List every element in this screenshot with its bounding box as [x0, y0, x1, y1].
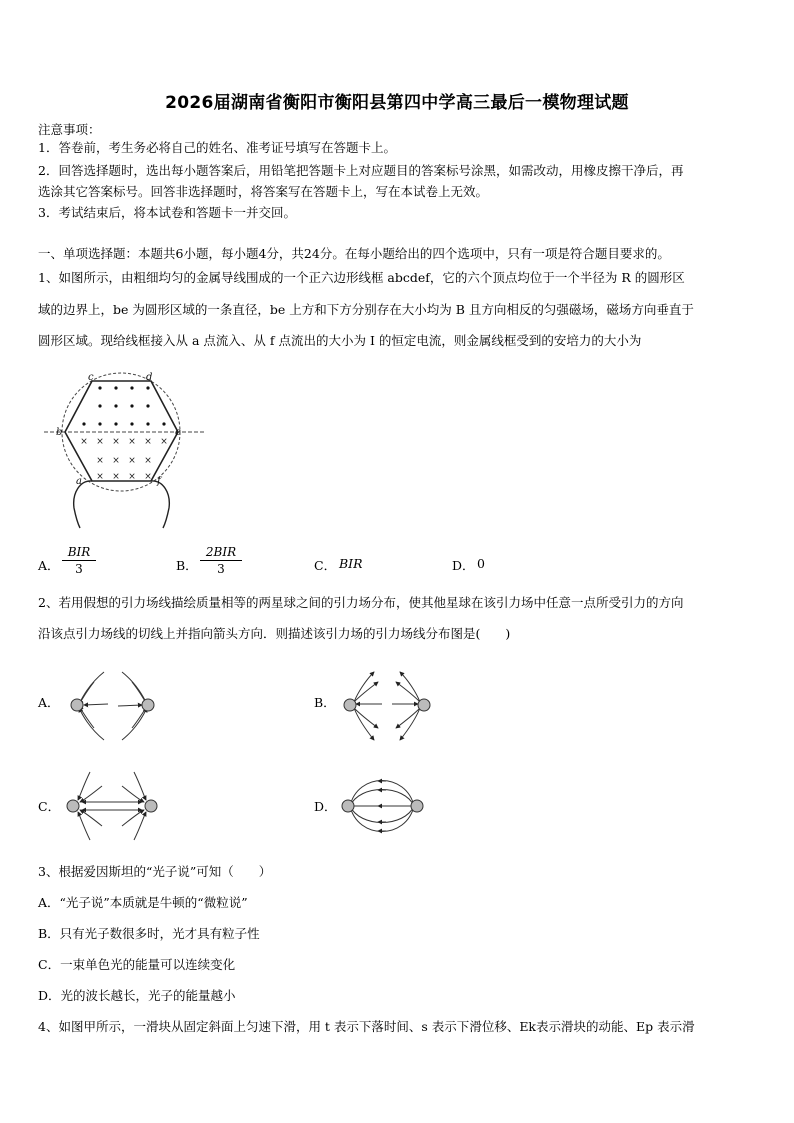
vertex-label-e: e [175, 427, 181, 438]
q1-option-a-label: A． [38, 558, 60, 573]
vertex-label-c: c [88, 372, 94, 383]
field-dots [82, 386, 165, 425]
svg-text:×: × [112, 437, 120, 447]
q1-option-a-numerator: BIR [62, 544, 96, 561]
vertex-label-a: a [76, 476, 82, 487]
q3-option-d: D．光的波长越长，光子的能量越小 [38, 988, 236, 1003]
q1-stem-line-2: 域的边界上，be 为圆形区域的一条直径，be 上方和下方分别存在大小均为 B 且方向相反的匀强磁场，磁场方向垂直于 [38, 302, 694, 317]
notice-item-2-cont: 选涂其它答案标号。回答非选择题时，将答案写在答题卡上，写在本试卷上无效。 [38, 184, 489, 199]
q1-option-a-denominator: 3 [75, 562, 83, 576]
svg-text:×: × [144, 472, 152, 482]
q1-option-d-label: D． [452, 558, 475, 573]
vertex-label-f: f [157, 476, 161, 487]
q1-stem-line-1: 1、如图所示，由粗细均匀的金属导线围成的一个正六边形线框 abcdef，它的六个顶点均位于一个半径为 R 的圆形区 [38, 270, 685, 285]
page-title: 2026届湖南省衡阳市衡阳县第四中学高三最后一模物理试题 [165, 93, 629, 113]
svg-text:×: × [144, 437, 152, 447]
section-heading: 一、单项选择题：本题共6小题，每小题4分，共24分。在每小题给出的四个选项中，只有一项是符合题目要求的。 [38, 246, 670, 261]
svg-text:×: × [96, 437, 104, 447]
svg-text:×: × [128, 472, 136, 482]
q1-hexagon-figure [40, 368, 210, 530]
q2-option-c-label: C． [38, 799, 61, 814]
q3-option-a: A．“光子说”本质就是牛顿的“微粒说” [38, 895, 248, 910]
lead-wire-f [151, 481, 169, 528]
q1-option-b-denominator: 3 [217, 562, 225, 576]
vertex-label-b: b [56, 427, 63, 438]
svg-text:×: × [96, 472, 104, 482]
boundary-circle [62, 373, 180, 491]
svg-text:×: × [160, 437, 168, 447]
notice-heading: 注意事项： [38, 122, 101, 137]
svg-text:×: × [96, 456, 104, 466]
q2-option-a-label: A． [38, 695, 60, 710]
svg-text:×: × [112, 472, 120, 482]
q2-option-d-figure [338, 768, 428, 844]
q3-stem: 3、根据爱因斯坦的“光子说”可知（ ） [38, 864, 272, 879]
svg-text:×: × [112, 456, 120, 466]
q2-option-d-label: D． [314, 799, 337, 814]
q3-option-c: C．一束单色光的能量可以连续变化 [38, 957, 236, 972]
notice-item-1: 1．答卷前，考生务必将自己的姓名、准考证号填写在答题卡上。 [38, 140, 396, 155]
vertex-label-d: d [146, 372, 153, 383]
q1-option-d-text: 0 [477, 556, 485, 571]
q3-option-b: B．只有光子数很多时，光才具有粒子性 [38, 926, 260, 941]
svg-text:×: × [128, 437, 136, 447]
q1-option-c-label: C． [314, 558, 337, 573]
q2-option-b-label: B． [314, 695, 336, 710]
q1-option-c-text: BIR [339, 556, 363, 571]
q2-option-b-figure [338, 668, 438, 744]
q2-stem-line-1: 2、若用假想的引力场线描绘质量相等的两星球之间的引力场分布，使其他星球在该引力场中任意一点所受引力的方向 [38, 595, 684, 610]
q1-option-b-numerator: 2BIR [200, 544, 242, 561]
notice-item-2: 2．回答选择题时，选出每小题答案后，用铅笔把答题卡上对应题目的答案标号涂黑，如需改动，用橡皮擦干净后，再 [38, 163, 684, 178]
svg-text:×: × [128, 456, 136, 466]
q2-option-a-figure [64, 668, 164, 744]
lead-wire-a [74, 481, 92, 528]
q1-stem-line-3: 圆形区域。现给线框接入从 a 点流入、从 f 点流出的大小为 I 的恒定电流，则金属线框受到的安培力的大小为 [38, 333, 642, 348]
notice-item-3: 3．考试结束后，将本试卷和答题卡一并交回。 [38, 205, 296, 220]
q2-stem-line-2: 沿该点引力场线的切线上并指向箭头方向．则描述该引力场的引力场线分布图是( ) [38, 626, 511, 641]
q4-stem: 4、如图甲所示，一滑块从固定斜面上匀速下滑，用 t 表示下落时间、s 表示下滑位移、Ek表示滑块的动能、Ep 表示滑 [38, 1019, 695, 1034]
svg-text:×: × [80, 437, 88, 447]
q1-option-b-label: B． [176, 558, 198, 573]
q1-option-a-fraction [62, 544, 96, 577]
hexagon-frame [65, 381, 178, 481]
svg-text:×: × [144, 456, 152, 466]
q1-option-b-fraction [200, 544, 242, 577]
q2-option-c-figure [62, 768, 162, 844]
